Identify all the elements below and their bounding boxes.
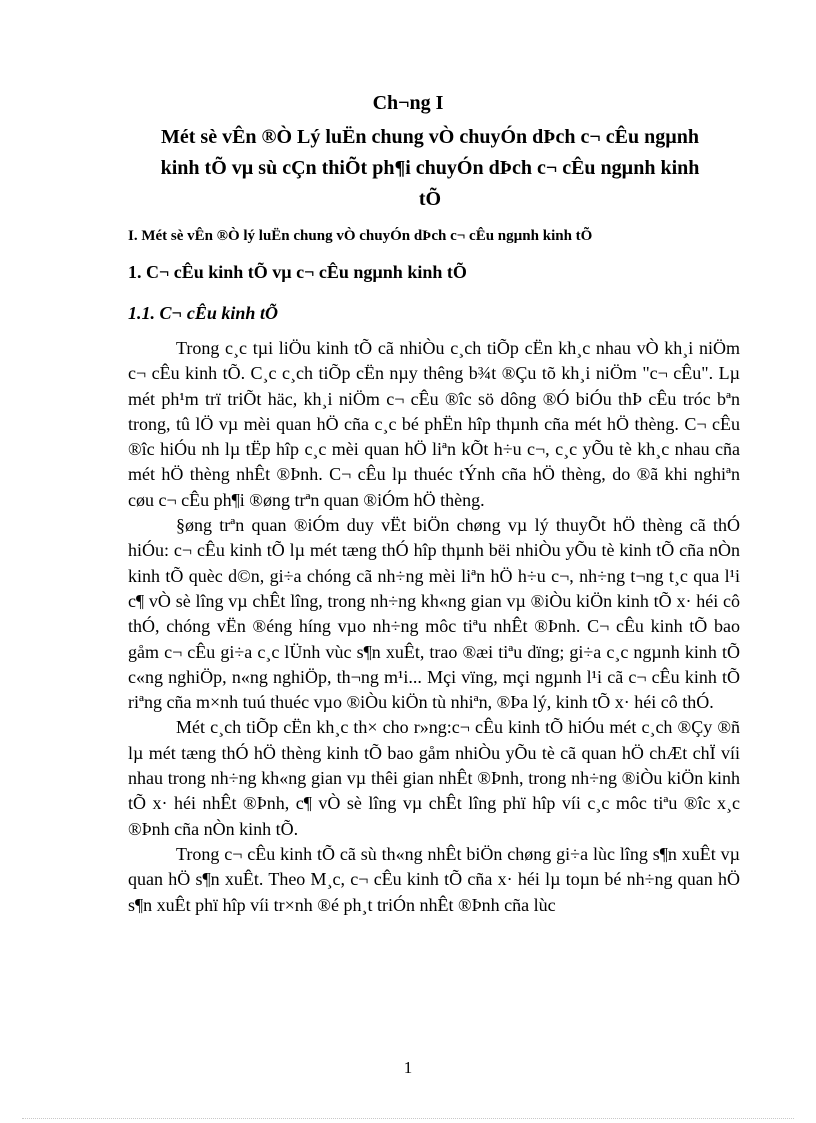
chapter-title — [120, 122, 740, 215]
title-line: Mét sè vÊn ®Ò Lý luËn chung vÒ chuyÓn dÞch c¬ cÊu ngµnh — [161, 126, 699, 148]
paragraph: Trong c¬ cÊu kinh tÕ cã sù th«ng nhÊt biÖn chøng gi÷a lùc lîng s¶n xuÊt vµ quan hÖ s¶n xuÊt. Theo M¸c, c¬ cÊu kinh tÕ cña x· héi lµ toµn bé nh÷ng quan hÖ s¶n xuÊt phï hîp víi tr×nh ®é ph¸t triÓn nhÊt ®Þnh cña lùc — [128, 843, 740, 915]
chapter-heading: Ch¬ng I — [372, 92, 444, 114]
paragraph: Mét c¸ch tiÕp cËn kh¸c th× cho r»ng:c¬ cÊu kinh tÕ hiÓu mét c¸ch ®Çy ®ñ lµ mét tæng thÓ hÖ thèng kinh tÕ bao gåm nhiÒu yÕu tè cã quan hÖ chÆt chÏ víi nhau trong nh÷ng kh«ng gian vµ thêi gian nhÊt ®Þnh, trong nh÷ng ®iÒu kiÖn kinh tÕ x· héi nhÊt ®Þnh, c¶ vÒ sè lîng vµ chÊt lîng phï hîp víi c¸c môc tiªu ®îc x¸c ®Þnh cña nÒn kinh tÕ. — [128, 717, 740, 839]
heading-1: 1. C¬ cÊu kinh tÕ vµ c¬ cÊu ngµnh kinh tÕ — [128, 262, 467, 282]
page-bottom-divider — [22, 1118, 794, 1119]
section-heading: I. Mét sè vÊn ®Ò lý luËn chung vÒ chuyÓn dÞch c¬ cÊu ngµnh kinh tÕ — [128, 228, 593, 244]
page-number: 1 — [403, 1058, 413, 1077]
title-line: tÕ — [418, 188, 442, 210]
paragraph: §øng trªn quan ®iÓm duy vËt biÖn chøng vµ lý thuyÕt hÖ thèng cã thÓ hiÓu: c¬ cÊu kinh tÕ lµ mét tæng thÓ hîp thµnh bëi nhiÒu yÕu tè kinh tÕ cña nÒn kinh tÕ quèc d©n, gi÷a chóng cã nh÷ng mèi liªn hÖ h÷u c¬, nh÷ng t¬ng t¸c qua l¹i c¶ vÒ sè lîng vµ chÊt lîng, trong nh÷ng kh«ng gian vµ ®iÒu kiÖn kinh tÕ x· héi cô thÓ, chóng vËn ®éng híng vµo nh÷ng môc tiªu nhÊt ®Þnh. C¬ cÊu kinh tÕ bao gåm c¬ cÊu gi÷a c¸c lÜnh vùc s¶n xuÊt, trao ®æi tiªu dïng; gi÷a c¸c ngµnh kinh tÕ c«ng nghiÖp, n«ng nghiÖp, th¬ng m¹i... Mçi vïng, mçi ngµnh l¹i cã c¬ cÊu kinh tÕ riªng cña m×nh tuú thuéc vµo ®iÒu kiÖn tù nhiªn, ®Þa lý, kinh tÕ x· héi cô thÓ. — [128, 515, 740, 713]
heading-1-1: 1.1. C¬ cÊu kinh tÕ — [128, 303, 278, 323]
paragraph: Trong c¸c tµi liÖu kinh tÕ cã nhiÒu c¸ch tiÕp cËn kh¸c nhau vÒ kh¸i niÖm c¬ cÊu kinh tÕ. C¸c c¸ch tiÕp cËn nµy thêng b¾t ®Çu tõ kh¸i niÖm "c¬ cÊu". Lµ mét ph¹m trï triÕt häc, kh¸i niÖm c¬ cÊu ®îc sö dông ®Ó biÓu thÞ cÊu tróc bªn trong, tû lÖ vµ mèi quan hÖ cña c¸c bé phËn hîp thµnh cña mét hÖ thèng. C¬ cÊu ®îc hiÓu nh lµ tËp hîp c¸c mèi quan hÖ liªn kÕt h÷u c¬, c¸c yÕu tè kh¸c nhau cña mét hÖ thèng nhÊt ®Þnh. C¬ cÊu lµ thuéc tÝnh cña hÖ thèng, do ®ã khi nghiªn cøu c¬ cÊu ph¶i ®øng trªn quan ®iÓm hÖ thèng. — [128, 338, 740, 510]
title-line: kinh tÕ vµ sù cÇn thiÕt ph¶i chuyÓn dÞch c¬ cÊu ngµnh kinh — [160, 157, 700, 179]
body-text — [128, 336, 740, 918]
